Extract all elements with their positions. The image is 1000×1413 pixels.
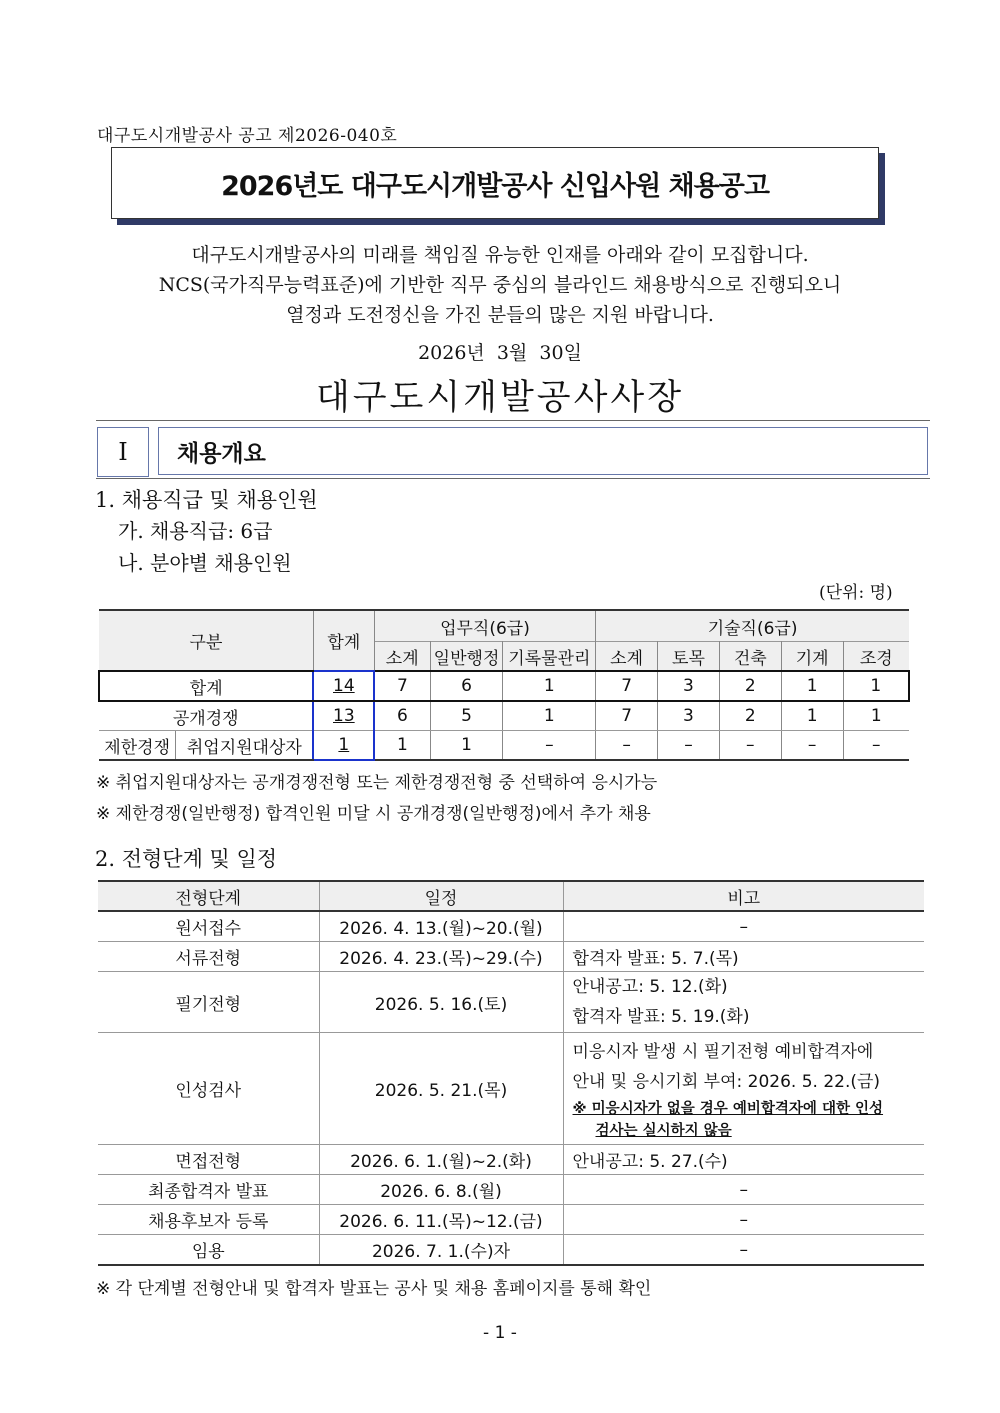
step-cell: 필기전형 xyxy=(98,972,319,1033)
subheader: 기계 xyxy=(781,642,843,672)
signer-name: 대구도시개발공사사장 xyxy=(315,378,685,418)
subheader: 일반행정 xyxy=(430,642,503,672)
date-cell: 2026. 4. 13.(월)~20.(월) xyxy=(319,911,563,942)
value: 14 xyxy=(333,676,355,696)
note-cell xyxy=(563,972,924,1033)
date-cell: 2026. 4. 23.(목)~29.(수) xyxy=(319,942,563,972)
intro-line-2: NCS(국가직무능력표준)에 기반한 직무 중심의 블라인드 채용방식으로 진행되오니 xyxy=(158,274,842,296)
header-category: 구분 xyxy=(99,610,313,671)
note-line: 합격자 발표: 5. 19.(화) xyxy=(572,1007,750,1027)
value: 1 xyxy=(338,735,350,755)
note-cell: – xyxy=(563,1235,924,1266)
date-cell: 2026. 5. 16.(토) xyxy=(319,972,563,1033)
cell-total xyxy=(313,701,374,731)
cell-total xyxy=(313,671,374,701)
unit-label: (단위: 명) xyxy=(819,583,893,603)
note-cell: – xyxy=(563,1175,924,1205)
note-cell: 합격자 발표: 5. 7.(목) xyxy=(563,942,924,972)
final-note: ※ 각 단계별 전형안내 및 합격자 발표는 공사 및 채용 홈페이지를 통해 확인 xyxy=(96,1279,652,1299)
section-number: Ⅰ xyxy=(97,427,149,477)
title-box xyxy=(111,147,879,219)
cell: 1 xyxy=(843,671,909,701)
date-cell: 2026. 5. 21.(목) xyxy=(319,1033,563,1145)
row-label-restricted: 제한경쟁 xyxy=(99,731,176,761)
cell: 3 xyxy=(658,671,720,701)
date-cell: 2026. 7. 1.(수)자 xyxy=(319,1235,563,1266)
note-line: 안내 및 응시기회 부여: 2026. 5. 22.(금) xyxy=(572,1071,881,1092)
cell: 7 xyxy=(596,671,658,701)
header-note: 비고 xyxy=(563,881,924,911)
item-headcount: 나. 분야별 채용인원 xyxy=(118,551,292,575)
cell: – xyxy=(719,731,781,761)
date-cell: 2026. 6. 11.(목)~12.(금) xyxy=(319,1205,563,1235)
recruit-table xyxy=(98,609,910,761)
cell: – xyxy=(658,731,720,761)
schedule-table xyxy=(98,880,924,1266)
header-total: 합계 xyxy=(313,610,374,671)
subheader: 토목 xyxy=(658,642,720,672)
announcement-date: 2026년 3월 30일 xyxy=(418,342,582,364)
note-line: 안내공고: 5. 12.(화) xyxy=(572,977,728,997)
step-cell: 채용후보자 등록 xyxy=(98,1205,319,1235)
row-label-employment-support: 취업지원대상자 xyxy=(176,731,314,761)
page-title: 2026년도 대구도시개발공사 신입사원 채용공고 xyxy=(221,170,769,202)
step-cell: 면접전형 xyxy=(98,1145,319,1175)
note-cell xyxy=(563,1033,924,1145)
subheader: 기록물관리 xyxy=(503,642,596,672)
row-label-open: 공개경쟁 xyxy=(99,701,313,731)
cell: – xyxy=(843,731,909,761)
value: 13 xyxy=(333,706,355,726)
subheader: 소계 xyxy=(596,642,658,672)
cell: – xyxy=(781,731,843,761)
subsection-2-title: 2. 전형단계 및 일정 xyxy=(95,847,278,871)
header-admin-group: 업무직(6급) xyxy=(374,610,595,642)
cell: 7 xyxy=(374,671,430,701)
step-cell: 최종합격자 발표 xyxy=(98,1175,319,1205)
note-line: 미응시자 발생 시 필기전형 예비합격자에 xyxy=(572,1041,874,1062)
cell: 6 xyxy=(374,701,430,731)
section-rule-bottom xyxy=(96,478,930,479)
cell: – xyxy=(503,731,596,761)
cell: – xyxy=(596,731,658,761)
section-title: 채용개요 xyxy=(158,427,928,475)
page-number: - 1 - xyxy=(483,1323,517,1343)
cell: 1 xyxy=(503,701,596,731)
date-cell: 2026. 6. 1.(월)~2.(화) xyxy=(319,1145,563,1175)
note-cell: – xyxy=(563,911,924,942)
subsection-1-title: 1. 채용직급 및 채용인원 xyxy=(95,488,318,512)
subheader: 건축 xyxy=(719,642,781,672)
cell: 2 xyxy=(719,671,781,701)
note-employment-support: ※ 취업지원대상자는 공개경쟁전형 또는 제한경쟁전형 중 선택하여 응시가능 xyxy=(96,773,658,793)
row-label-total: 합계 xyxy=(99,671,313,701)
cell: 1 xyxy=(430,731,503,761)
cell: 1 xyxy=(781,671,843,701)
cell: 1 xyxy=(374,731,430,761)
date-cell: 2026. 6. 8.(월) xyxy=(319,1175,563,1205)
note-cell: 안내공고: 5. 27.(수) xyxy=(563,1145,924,1175)
cell: 6 xyxy=(430,671,503,701)
step-cell: 인성검사 xyxy=(98,1033,319,1145)
note-line: 검사는 실시하지 않음 xyxy=(595,1122,732,1139)
cell: 7 xyxy=(596,701,658,731)
intro-line-3: 열정과 도전정신을 가진 분들의 많은 지원 바랍니다. xyxy=(286,304,714,326)
header-step: 전형단계 xyxy=(98,881,319,911)
note-cell: – xyxy=(563,1205,924,1235)
item-grade: 가. 채용직급: 6급 xyxy=(118,519,273,543)
cell: 1 xyxy=(843,701,909,731)
step-cell: 임용 xyxy=(98,1235,319,1266)
intro-line-1: 대구도시개발공사의 미래를 책임질 유능한 인재를 아래와 같이 모집합니다. xyxy=(191,244,809,266)
cell: 5 xyxy=(430,701,503,731)
cell-total xyxy=(313,731,374,761)
subheader: 소계 xyxy=(374,642,430,672)
step-cell: 서류전형 xyxy=(98,942,319,972)
note-additional-hiring: ※ 제한경쟁(일반행정) 합격인원 미달 시 공개경쟁(일반행정)에서 추가 채용 xyxy=(96,804,651,824)
cell: 1 xyxy=(503,671,596,701)
cell: 3 xyxy=(658,701,720,731)
announcement-number: 대구도시개발공사 공고 제2026-040호 xyxy=(97,126,398,146)
header-date: 일정 xyxy=(319,881,563,911)
section-rule-top xyxy=(96,420,930,421)
step-cell: 원서접수 xyxy=(98,911,319,942)
cell: 1 xyxy=(781,701,843,731)
header-tech-group: 기술직(6급) xyxy=(596,610,909,642)
subheader: 조경 xyxy=(843,642,909,672)
cell: 2 xyxy=(719,701,781,731)
note-line: ※ 미응시자가 없을 경우 예비합격자에 대한 인성 xyxy=(572,1100,884,1117)
